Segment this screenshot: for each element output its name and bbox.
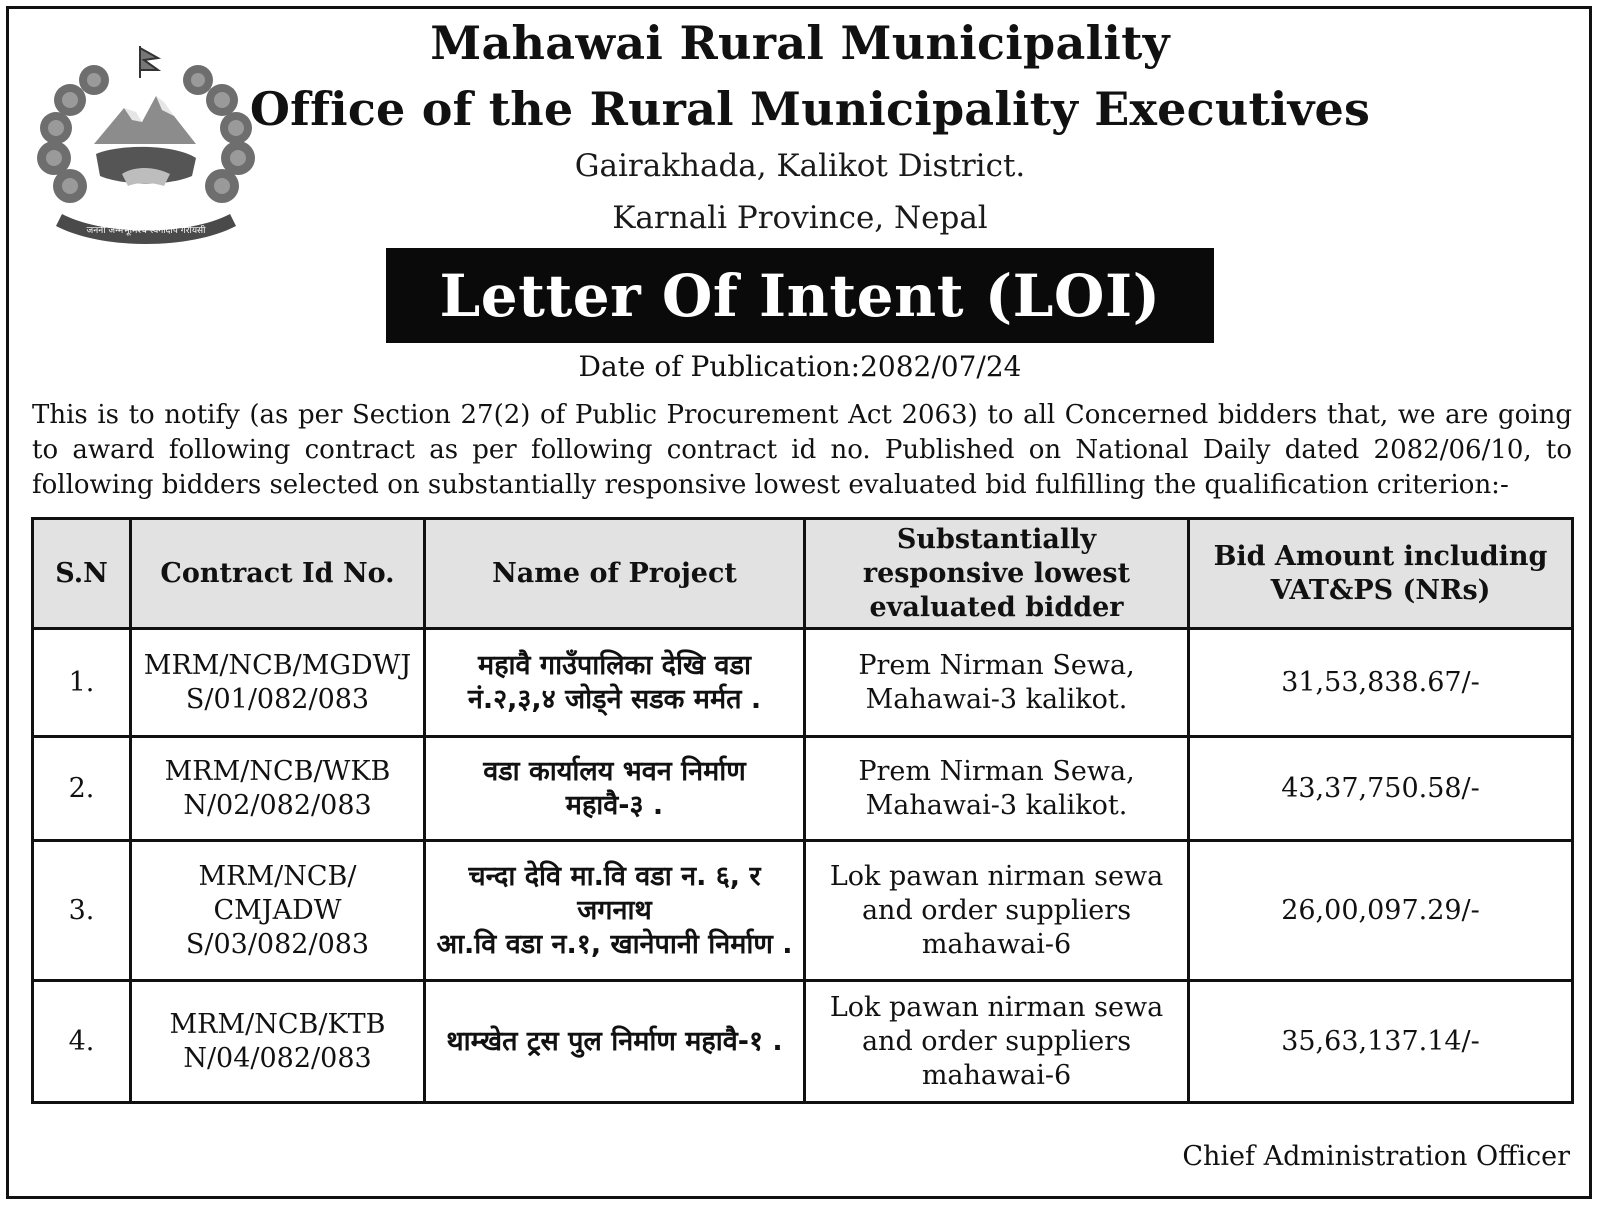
- table-row: [33, 629, 1573, 737]
- municipality-name: Mahawai Rural Municipality: [430, 16, 1170, 70]
- contract-id-cell: [131, 981, 425, 1103]
- project-line: नं.२,३,४ जोड्ने सडक मर्मत .: [467, 683, 762, 715]
- amount-cell: 26,00,097.29/-: [1189, 841, 1573, 981]
- project-line: महावै गाउँपालिका देखि वडा: [478, 649, 751, 681]
- project-line: थाम्खेत ट्रस पुल निर्माण महावै-१ .: [446, 1025, 783, 1057]
- bidder-line: Mahawai-3 kalikot.: [865, 789, 1128, 821]
- contract-id-cell: [131, 629, 425, 737]
- sn-cell: 3.: [33, 841, 131, 981]
- sn-cell: 4.: [33, 981, 131, 1103]
- project-cell: [425, 629, 805, 737]
- table-row: [33, 981, 1573, 1103]
- contract-id-line: S/01/082/083: [185, 683, 370, 715]
- bidder-line: and order suppliers: [861, 894, 1132, 926]
- contract-id-line: MRM/NCB/KTB: [169, 1008, 386, 1040]
- bidder-cell: [805, 737, 1189, 841]
- table-row: [33, 737, 1573, 841]
- amount-cell: 35,63,137.14/-: [1189, 981, 1573, 1103]
- bidder-line: mahawai-6: [921, 1059, 1072, 1091]
- awards-table: [31, 517, 1574, 1104]
- project-cell: [425, 841, 805, 981]
- bidder-line: Prem Nirman Sewa,: [858, 755, 1135, 787]
- header-contract-id: Contract Id No.: [131, 519, 425, 629]
- amount-cell: 43,37,750.58/-: [1189, 737, 1573, 841]
- sn-cell: 1.: [33, 629, 131, 737]
- header-bidder: Substantially responsive lowest evaluated bidder: [805, 519, 1189, 629]
- contract-id-line: S/03/082/083: [185, 928, 370, 960]
- address-line-1: Gairakhada, Kalikot District.: [574, 148, 1026, 184]
- address-line-2: Karnali Province, Nepal: [612, 200, 988, 236]
- contract-id-line: MRM/NCB/: [198, 860, 357, 892]
- amount-cell: 31,53,838.67/-: [1189, 629, 1573, 737]
- bidder-line: Mahawai-3 kalikot.: [865, 683, 1128, 715]
- header-sn: S.N: [33, 519, 131, 629]
- bidder-line: Lok pawan nirman sewa: [829, 991, 1164, 1023]
- bidder-line: Lok pawan nirman sewa: [829, 860, 1164, 892]
- contract-id-line: MRM/NCB/WKB: [164, 755, 391, 787]
- document-title-banner: Letter Of Intent (LOI): [386, 248, 1214, 343]
- emblem-motto: जननी जन्मभूमिश्च स्वर्गादपि गरीयसी: [86, 226, 206, 236]
- project-line: महावै-३ .: [565, 789, 664, 821]
- bidder-line: and order suppliers: [861, 1025, 1132, 1057]
- signatory-title: Chief Administration Officer: [1182, 1141, 1570, 1172]
- project-line: वडा कार्यालय भवन निर्माण: [483, 755, 746, 787]
- contract-id-line: N/04/082/083: [183, 1042, 372, 1074]
- project-line: चन्दा देवि मा.वि वडा न. ६, र जगनाथ: [468, 860, 761, 926]
- publication-date: Date of Publication:2082/07/24: [578, 350, 1022, 383]
- bidder-line: mahawai-6: [921, 928, 1072, 960]
- bidder-cell: [805, 629, 1189, 737]
- bidder-cell: [805, 981, 1189, 1103]
- office-name: Office of the Rural Municipality Executives: [249, 82, 1371, 136]
- table-header-row: [33, 519, 1573, 629]
- contract-id-line: N/02/082/083: [183, 789, 372, 821]
- sn-cell: 2.: [33, 737, 131, 841]
- header-amount: Bid Amount including VAT&PS (NRs): [1189, 519, 1573, 629]
- contract-id-line: CMJADW: [213, 894, 342, 926]
- contract-id-cell: [131, 841, 425, 981]
- table-row: [33, 841, 1573, 981]
- notice-paragraph: This is to notify (as per Section 27(2) of Public Procurement Act 2063) to all Concerned bidders that, we are going to award following contract as per following contract id no. Published on National Daily dated 2082/06/10, to following bidders selected on substantially responsive lowest evaluated bid fulfilling the qualification criterion:-: [32, 400, 1572, 500]
- project-line: आ.वि वडा न.१, खानेपानी निर्माण .: [436, 928, 793, 960]
- header-project: Name of Project: [425, 519, 805, 629]
- contract-id-cell: [131, 737, 425, 841]
- bidder-cell: [805, 841, 1189, 981]
- project-cell: [425, 981, 805, 1103]
- bidder-line: Prem Nirman Sewa,: [858, 649, 1135, 681]
- project-cell: [425, 737, 805, 841]
- contract-id-line: MRM/NCB/MGDWJ: [143, 649, 412, 681]
